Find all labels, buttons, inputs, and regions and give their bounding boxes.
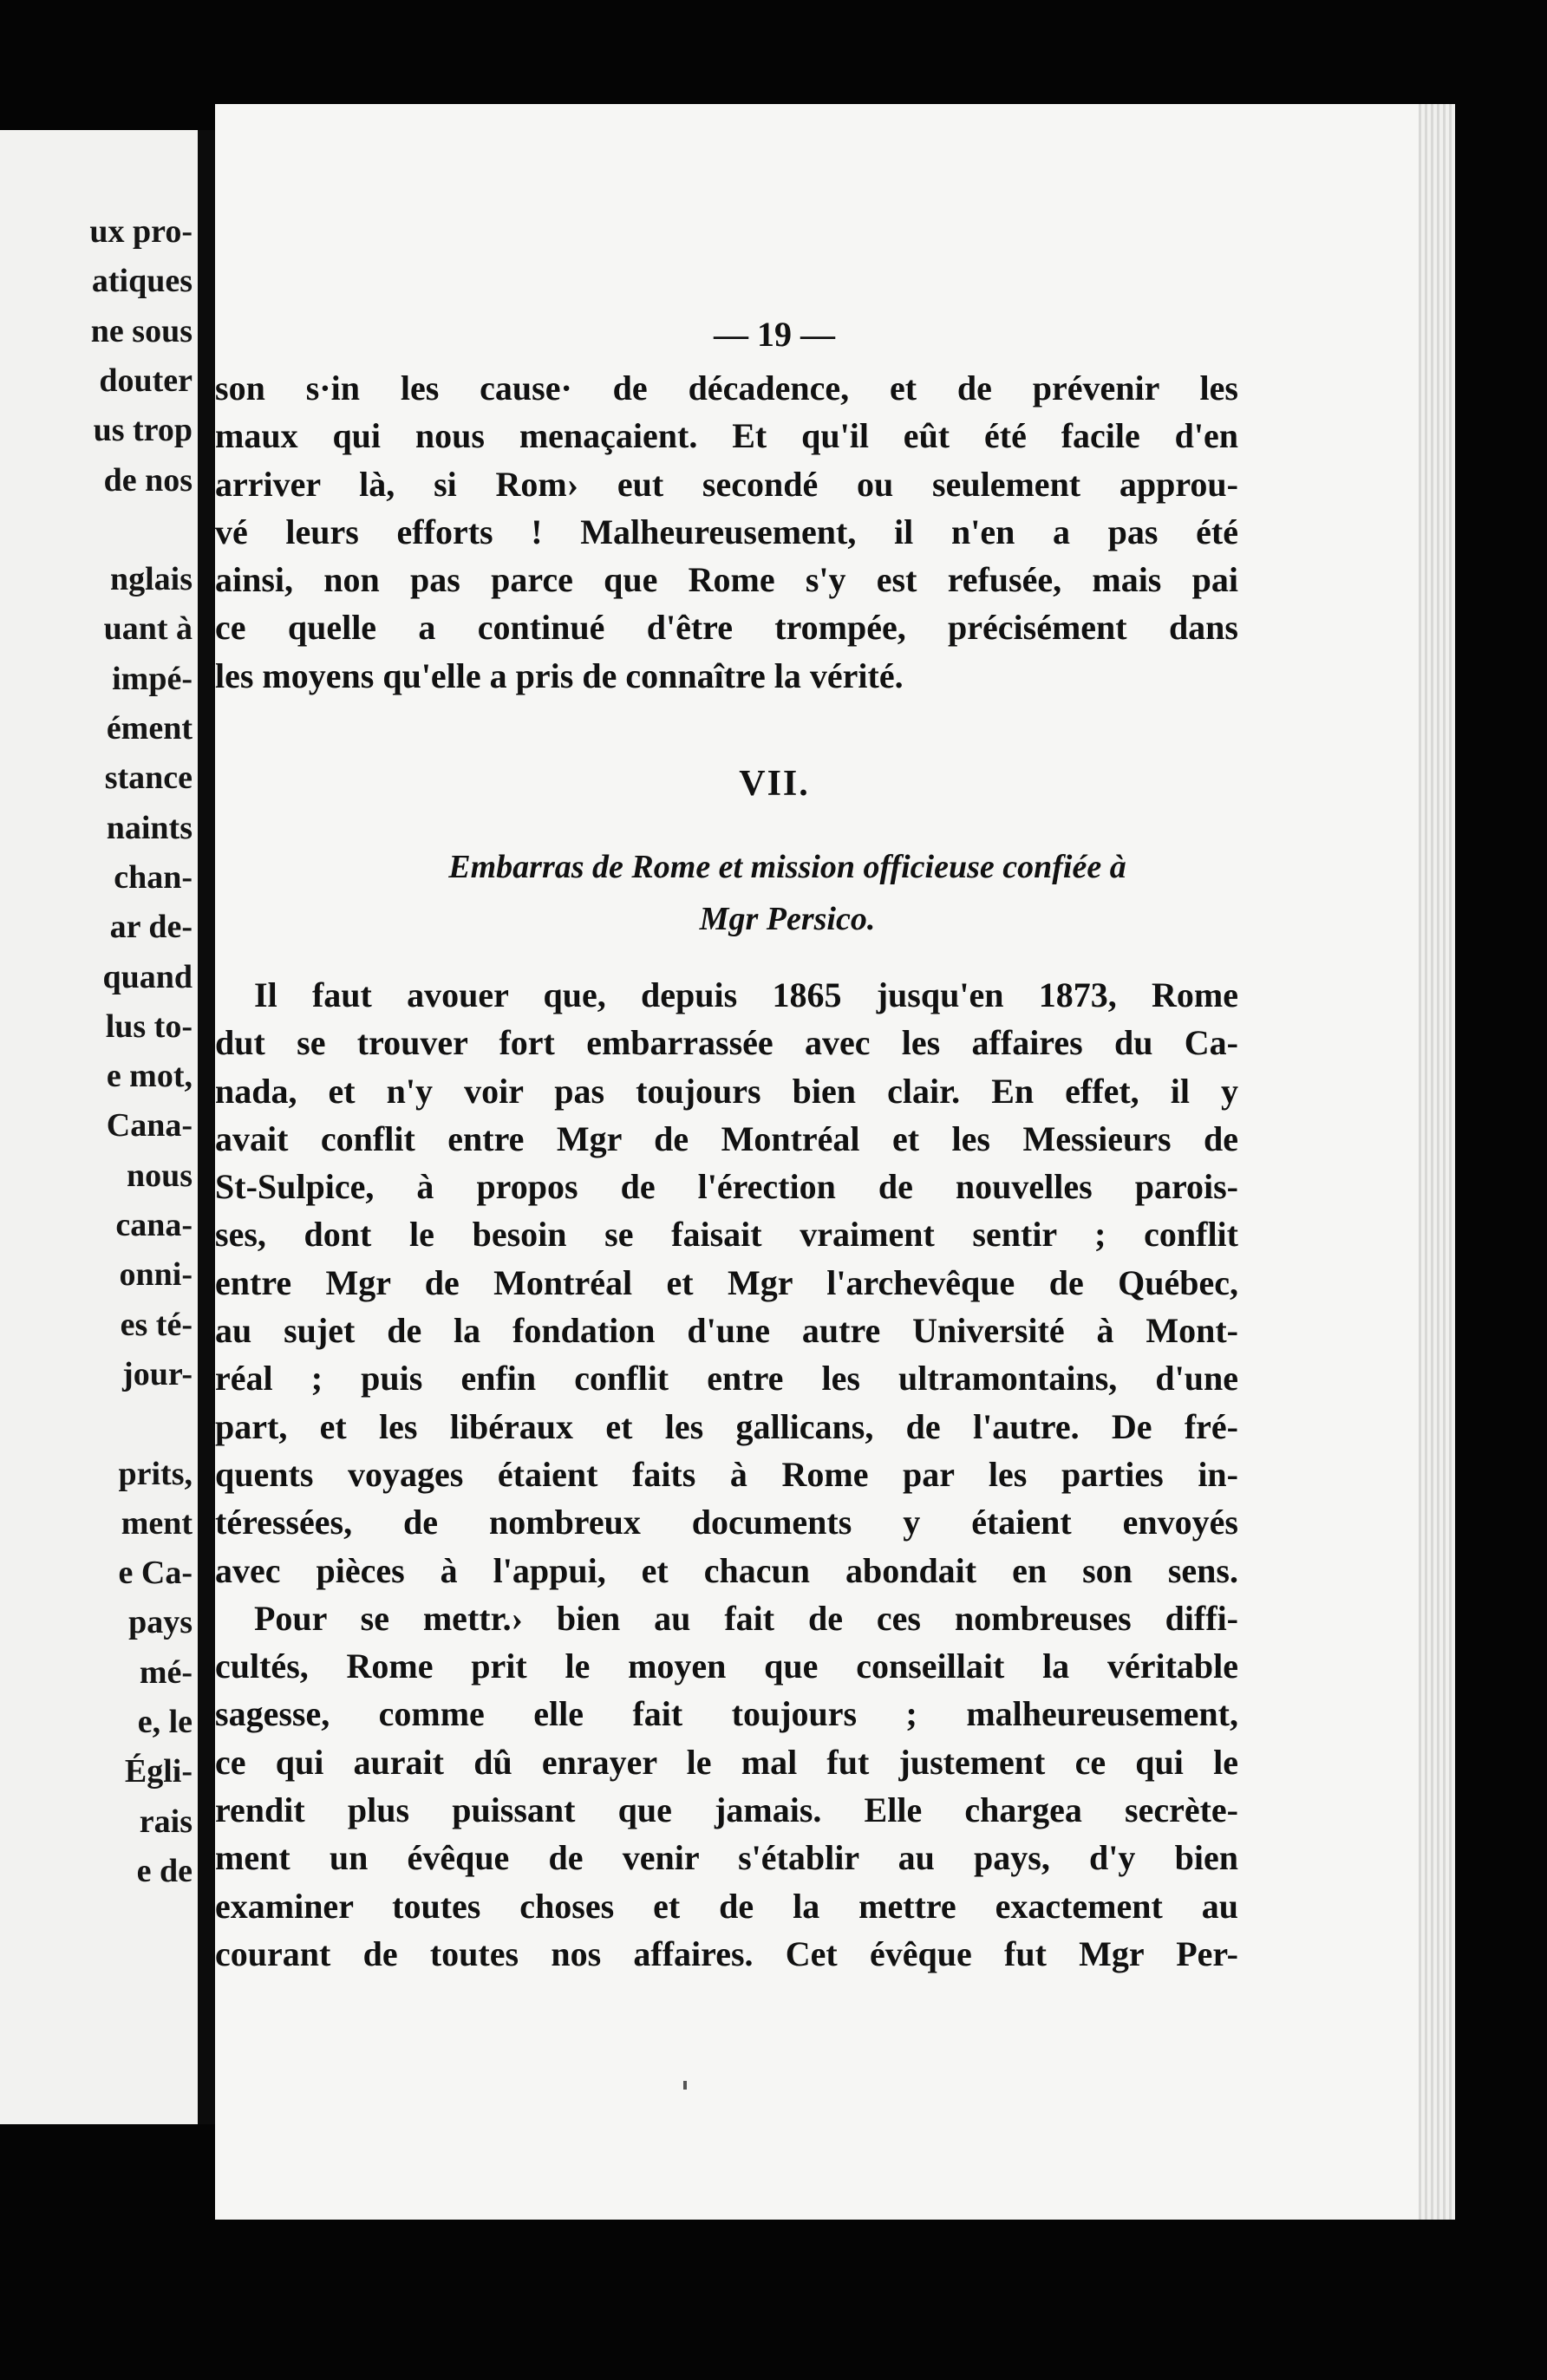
text-line: téressées, de nombreux documents y étaient envoyés: [215, 1503, 1238, 1542]
section-number: VII.: [739, 764, 810, 804]
text-line: Il faut avouer que, depuis 1865 jusqu'en 1873, Rome: [254, 975, 1238, 1014]
text-line: réal ; puis enfin conflit entre les ultramontains, d'une: [215, 1359, 1238, 1399]
text-line: ce qui aurait dû enrayer le mal fut justement ce qui le: [215, 1742, 1238, 1782]
left-page-text-fragment: e Ca-: [118, 1555, 193, 1592]
left-page-text-fragment: ne sous: [90, 312, 193, 349]
text-line: ment un évêque de venir s'établir au pays, d'y bien: [215, 1838, 1238, 1878]
ink-speck: [683, 2081, 687, 2090]
left-page-text-fragment: Cana-: [106, 1107, 193, 1144]
left-page-text-fragment: e mot,: [106, 1058, 193, 1095]
paragraph-2: [215, 971, 1238, 1978]
left-page-text-fragment: us trop: [93, 412, 193, 449]
left-page-text-fragment: lus to-: [105, 1007, 193, 1045]
left-page-text-fragment: rais: [139, 1803, 193, 1840]
text-line: courant de toutes nos affaires. Cet évêque fut Mgr Per-: [215, 1933, 1238, 1973]
left-page-text-fragment: quand: [102, 958, 193, 995]
text-line: les moyens qu'elle a pris de connaître la vérité.: [215, 655, 904, 695]
left-page-text-fragment: ément: [106, 710, 193, 747]
text-line: cultés, Rome prit le moyen que conseillait la véritable: [215, 1646, 1238, 1686]
left-page-text-fragment: pays: [128, 1604, 193, 1641]
left-page-text-fragment: nglais: [109, 561, 193, 598]
text-line: Pour se mettr.› bien au fait de ces nombreuses diffi-: [254, 1598, 1238, 1638]
text-line: rendit plus puissant que jamais. Elle chargea secrète-: [215, 1790, 1238, 1830]
left-page-text-fragment: prits,: [118, 1455, 193, 1492]
text-line: son s·in les cause· de décadence, et de prévenir les: [215, 368, 1238, 408]
text-line: vé leurs efforts ! Malheureusement, il n'en a pas été: [215, 512, 1238, 551]
left-page-text-fragment: ment: [121, 1504, 193, 1542]
text-line: au sujet de la fondation d'une autre Université à Mont-: [215, 1311, 1238, 1351]
paragraph-1: [215, 364, 1238, 700]
left-page-text-fragment: cana-: [115, 1207, 193, 1243]
left-page-text-fragment: atiques: [91, 263, 193, 300]
text-line: ses, dont le besoin se faisait vraiment sentir ; conflit: [215, 1215, 1238, 1255]
left-page-text-fragment: impé-: [112, 660, 193, 697]
section-heading-line: Mgr Persico.: [699, 901, 876, 937]
text-line: nada, et n'y voir pas toujours bien clair. En effet, il y: [215, 1071, 1238, 1111]
text-line: St-Sulpice, à propos de l'érection de nouvelles parois-: [215, 1167, 1238, 1207]
text-line: ainsi, non pas parce que Rome s'y est refusée, mais pai: [215, 560, 1238, 600]
left-page-text-fragment: Égli-: [124, 1753, 193, 1790]
text-line: quents voyages étaient faits à Rome par les parties in-: [215, 1454, 1238, 1494]
text-line: sagesse, comme elle fait toujours ; malheureusement,: [215, 1694, 1238, 1734]
section-heading: [215, 841, 1360, 945]
text-line: arriver là, si Rom› eut secondé ou seulement approu-: [215, 464, 1238, 504]
page-number: — 19 —: [714, 315, 835, 354]
left-page-text-fragment: ux pro-: [89, 213, 193, 250]
text-line: avait conflit entre Mgr de Montréal et les Messieurs de: [215, 1118, 1238, 1158]
section-heading-line: Embarras de Rome et mission officieuse confiée à: [448, 849, 1126, 885]
text-line: maux qui nous menaçaient. Et qu'il eût été facile d'en: [215, 416, 1238, 456]
text-line: ce quelle a continué d'être trompée, précisément dans: [215, 608, 1238, 648]
left-page-text-fragment: ar de-: [109, 909, 193, 946]
left-page-text-fragment: chan-: [114, 858, 193, 896]
left-page-text-fragment: nous: [126, 1157, 193, 1194]
left-page-text-fragment: uant à: [103, 610, 193, 648]
left-page-text-fragment: mé-: [139, 1653, 193, 1691]
main-page: [215, 104, 1455, 2220]
left-page-text-fragment: naints: [106, 809, 193, 846]
left-page-text-fragment: jour-: [122, 1355, 193, 1392]
text-line: examiner toutes choses et de la mettre exactement au: [215, 1886, 1238, 1926]
left-page-text-fragment: e, le: [137, 1704, 193, 1740]
page-edge-stack: [1419, 104, 1455, 2220]
left-page-text-fragment: de nos: [103, 461, 193, 499]
text-line: part, et les libéraux et les gallicans, de l'autre. De fré-: [215, 1406, 1238, 1446]
left-page-text-fragment: douter: [99, 362, 193, 399]
book-gutter: [198, 130, 215, 2124]
left-page-text-fragment: stance: [104, 760, 193, 797]
text-line: avec pièces à l'appui, et chacun abondait en son sens.: [215, 1550, 1238, 1590]
text-line: dut se trouver fort embarrassée avec les affaires du Ca-: [215, 1023, 1238, 1063]
left-page-text-fragment: e de: [136, 1852, 193, 1889]
left-page-text-fragment: es té-: [120, 1306, 193, 1343]
text-line: entre Mgr de Montréal et Mgr l'archevêque de Québec,: [215, 1262, 1238, 1302]
left-page-text-fragment: onni-: [119, 1256, 193, 1294]
left-facing-page: [0, 130, 198, 2124]
